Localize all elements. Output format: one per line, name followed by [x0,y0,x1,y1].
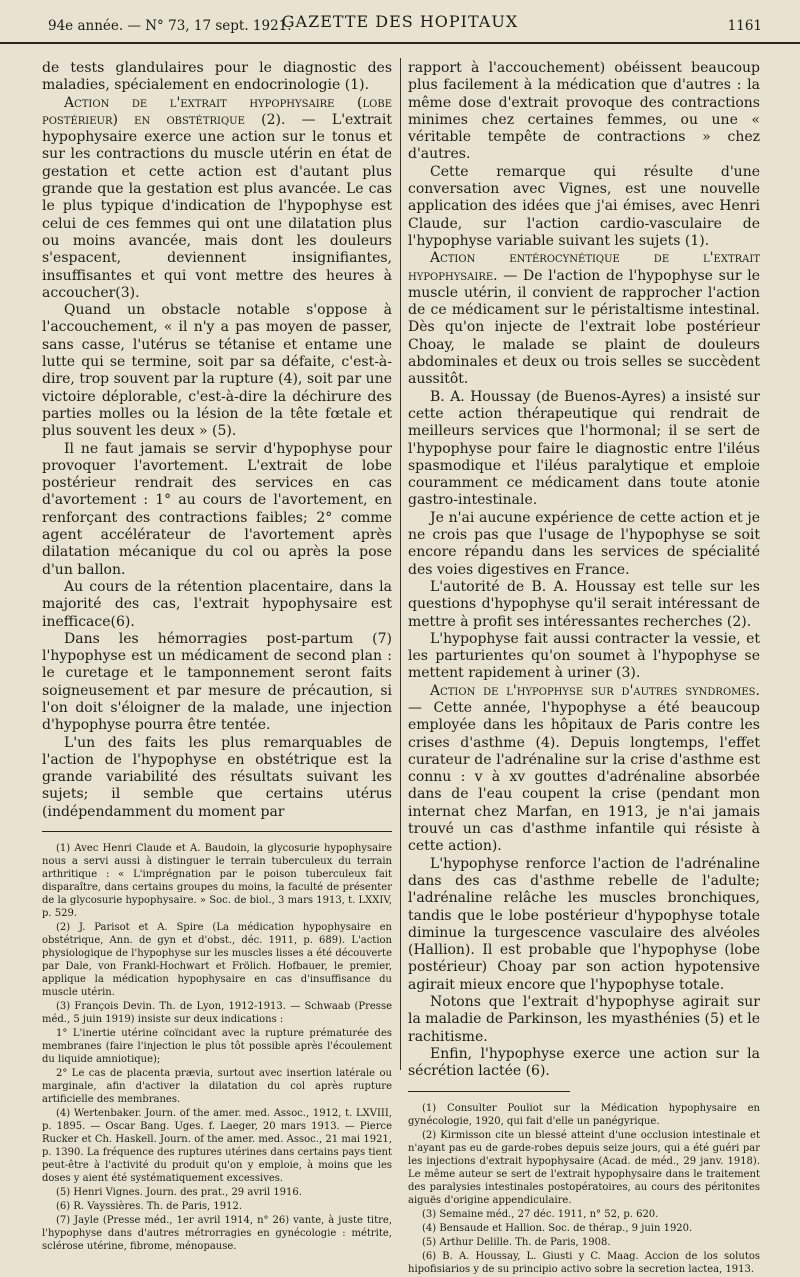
footnote: (3) Semaine méd., 27 déc. 1911, n° 52, p. 620. [422,1208,659,1220]
paragraph: L'un des faits les plus remarquables de l'action de l'hypophyse en obstétrique est la grande variabilité des résultats suivant les sujets; il semble que certains utérus (indépendamment du moment par [42,734,392,820]
section-heading: Action de l'extrait hypophysaire (lobe postérieur) en obstétrique [42,94,392,128]
page-number: 1161 [727,18,762,34]
paragraph: Notons que l'extrait d'hypophyse agirait sur la maladie de Parkinson, les myasthénies (5) et le rachitisme. [408,994,760,1045]
paragraph: Cette remarque qui résulte d'une conversation avec Vignes, est une nouvelle application des idées que j'ai émises, avec Henri Claude, sur l'action cardio-vasculaire de l'hypophyse variable suivant les sujets (1). [408,163,760,249]
paragraph-text: — De l'action de l'hypophyse sur le muscle utérin, il convient de rapprocher l'action de ce médicament sur le péristaltisme intestinal. Dès qu'on injecte de l'extrait lobe postérieur Choay, le malade se plaint de douleurs abdominales et deux ou trois selles se succèdent aussitôt. [408,267,760,388]
footnote: (5) Henri Vignes. Journ. des prat., 29 avril 1916. [56,1187,302,1199]
column-divider [400,58,401,1070]
page-header [0,0,800,44]
paragraph: L'autorité de B. A. Houssay est telle sur les questions d'hypophyse qu'il serait intéressant de mettre à profit ses intéressantes recherches (2). [408,578,760,630]
paragraph: L'hypophyse renforce l'action de l'adrénaline dans des cas d'asthme rebelle de l'adulte; l'adrénaline relâche les muscles bronchiques, tandis que le lobe postérieur d'hypophyse totale diminue la turgescence vasculaire des alvéoles (Hallion). Il est probable que l'hypophyse (lobe postérieur) Choay par son action hypotensive agirait mieux encore que l'hypophyse totale. [408,855,760,993]
footnote: (3) François Devin. Th. de Lyon, 1912-1913. — Schwaab (Presse méd., 5 juin 1919) insiste sur deux indications : [42,1001,392,1026]
paragraph: Quand un obstacle notable s'oppose à l'accouchement, « il n'y a pas moyen de passer, sans casse, l'utérus se tétanise et entame une lutte qui se termine, soit par sa défaite, c'est-à-dire, trop souvent par la rupture (4), soit par une victoire déplorable, c'est-à-dire la déchirure des parties molles ou la lésion de la tête fœtale et plus souvent les deux » (5). [42,302,392,440]
footnote: (4) Wertenbaker. Journ. of the amer. med. Assoc., 1912, t. LXVIII, p. 1895. — Oscar Bang. Uges. f. Laeger, 20 mars 1913. — Pierce Rucker et Ch. Haskell. Journ. of the amer. med. Assoc., 21 mai 1921, p. 1390. La fréquence des ruptures utérines dans certains pays tient peut-être à l'activité du produit qu'on y emploie, à moins que les doses y aient été systématiquement excessives. [42,1108,392,1185]
paragraph: de tests glandulaires pour le diagnostic des maladies, spécialement en endocrinologie (1). [42,60,392,94]
paragraph: Il ne faut jamais se servir d'hypophyse pour provoquer l'avortement. L'extrait de lobe postérieur rendrait des services en cas d'avortement : 1° au cours de l'avortement, en renforçant des contractions faibles; 2° comme agent accélérateur de l'avortement après dilatation mécanique du col ou après la pose d'un ballon. [42,440,392,578]
issue-info: 94e année. — N° 73, 17 sept. 1921. [48,18,292,34]
paragraph: Dans les hémorragies post-partum (7) l'hypophyse est un médicament de second plan : le curetage et le tamponnement seront faits soigneusement et par mesure de précaution, si l'on doit s'éloigner de la malade, une injection d'hypophyse pourra être tentée. [42,630,392,734]
footnote: (1) Consulter Pouliot sur la Médication hypophysaire en gynécologie, 1920, qui fait d'elle un panégyrique. [408,1102,760,1127]
paragraph: Au cours de la rétention placentaire, dans la majorité des cas, l'extrait hypophysaire est inefficace(6). [42,578,392,630]
paragraph-text: (2). — L'extrait hypophysaire exerce une action sur le tonus et sur les contractions du muscle utérin en état de gestation et cette action est d'autant plus grande que la gestation est plus avancée. Le cas le plus typique d'indication de l'hypophyse est celui de ces femmes qui ont une dilatation plus ou moins avancée, mais dont les douleurs s'espacent, deviennent insignifiantes, insuffisantes et qui vont mettre des heures à accoucher(3). [42,111,393,301]
footnotes [42,842,392,1253]
footnote: (1) Avec Henri Claude et A. Baudoin, la glycosurie hypophysaire nous a servi aussi à distinguer le terrain tuberculeux du terrain arthritique : « L'imprégnation par le poison tuberculeux fait disparaître, dans certains groupes du moins, la faculté de présenter de la glycosurie hypophysaire. » Soc. de biol., 3 mars 1913, t. LXXIV, p. 529. [42,843,392,920]
paragraph: Enfin, l'hypophyse exerce une action sur la sécrétion lactée (6). [408,1045,760,1080]
footnote: (2) J. Parisot et A. Spire (La médication hypophysaire en obstétrique, Ann. de gyn et d'obst., déc. 1911, p. 689). L'action physiologique de l'hypophyse sur les muscles lisses a été découverte par Dale, von Frankl-Hochwart et Frölich. Hofbauer, le premier, applique la médication hypophysaire en cas d'insuffisance du muscle utérin. [42,922,392,999]
paragraph: L'hypophyse fait aussi contracter la vessie, et les parturientes qu'on soumet à l'hypophyse se mettent rapidement à uriner (3). [408,630,760,682]
footnote: (6) B. A. Houssay, L. Giusti y C. Maag. Accion de los solutos hipofisiarios y de su principio activo sobre la secretion lactea, 1913. [408,1250,760,1275]
footnote-rule [408,1091,570,1092]
section-heading: Action entérocynétique de l'extrait hypophysaire. [408,250,760,284]
paragraph: B. A. Houssay (de Buenos-Ayres) a insisté sur cette action thérapeutique qui rendrait de meilleurs services que l'hormonal; il se sert de l'hypophyse pour faire le diagnostic entre l'iléus spasmodique et l'iléus paralytique et emploie couramment ce médicament dans toute atonie gastro-intestinale. [408,388,760,509]
footnotes [408,1102,760,1276]
paragraph: rapport à l'accouchement) obéissent beaucoup plus facilement à la médication que d'autres : la même dose d'extrait provoque des contractions minimes chez certaines femmes, ou une « véritable tempête de contractions » chez d'autres. [408,60,760,163]
paragraph: Je n'ai aucune expérience de cette action et je ne crois pas que l'usage de l'hypophyse se soit encore répandu dans les services de spécialité des voies digestives en France. [408,509,760,578]
footnote: (4) Bensaude et Hallion. Soc. de thérap., 9 juin 1920. [422,1222,693,1234]
section-heading: Action de l'hypophyse sur d'autres syndromes. [430,682,760,699]
footnote: (5) Arthur Delille. Th. de Paris, 1908. [422,1236,611,1248]
section-paragraph [408,250,760,388]
left-column [42,60,392,1254]
footnote: 1° L'inertie utérine coïncidant avec la rupture prématurée des membranes (faire l'injection le plus tôt possible après l'écoulement du liquide amniotique); [42,1028,392,1066]
footnote: (6) R. Vayssières. Th. de Paris, 1912. [56,1201,243,1213]
right-column [408,60,760,1277]
footnote-rule [42,831,392,832]
journal-title: GAZETTE DES HOPITAUX [281,12,519,31]
section-paragraph [42,95,392,303]
footnote: 2° Le cas de placenta prævia, surtout avec insertion latérale ou marginale, afin d'activer la dilatation du col après rupture artificielle des membranes. [42,1068,392,1106]
section-paragraph [408,683,760,856]
footnote: (7) Jayle (Presse méd., 1er avril 1914, n° 26) vante, à juste titre, l'hypophyse dans d'autres métrorragies en gynécologie : métrite, sclérose utérine, fibrome, ménopause. [42,1215,392,1253]
paragraph-text: — Cette année, l'hypophyse a été beaucoup employée dans les hôpitaux de Paris contre les crises d'asthme (4). Depuis longtemps, l'effet curateur de l'adrénaline sur la crise d'asthme est connu : v à xv gouttes d'adrénaline absorbée dans de l'eau coupent la crise (pendant mon internat chez Marfan, en 1913, je n'ai jamais trouvé un cas d'asthme infantile qui résiste à cette action). [408,699,760,855]
footnote: (2) Kirmisson cite un blessé atteint d'une occlusion intestinale et n'ayant pas eu de garde-robes depuis seize jours, qui a été guéri par les injections d'extrait hypophysaire (Acad. de méd., 29 janv. 1918). Le même auteur se sert de l'extrait hypophysaire dans le traitement des paralysies intestinales postopératoires, au cours des péritonites aiguës d'origine appendiculaire. [408,1129,760,1206]
